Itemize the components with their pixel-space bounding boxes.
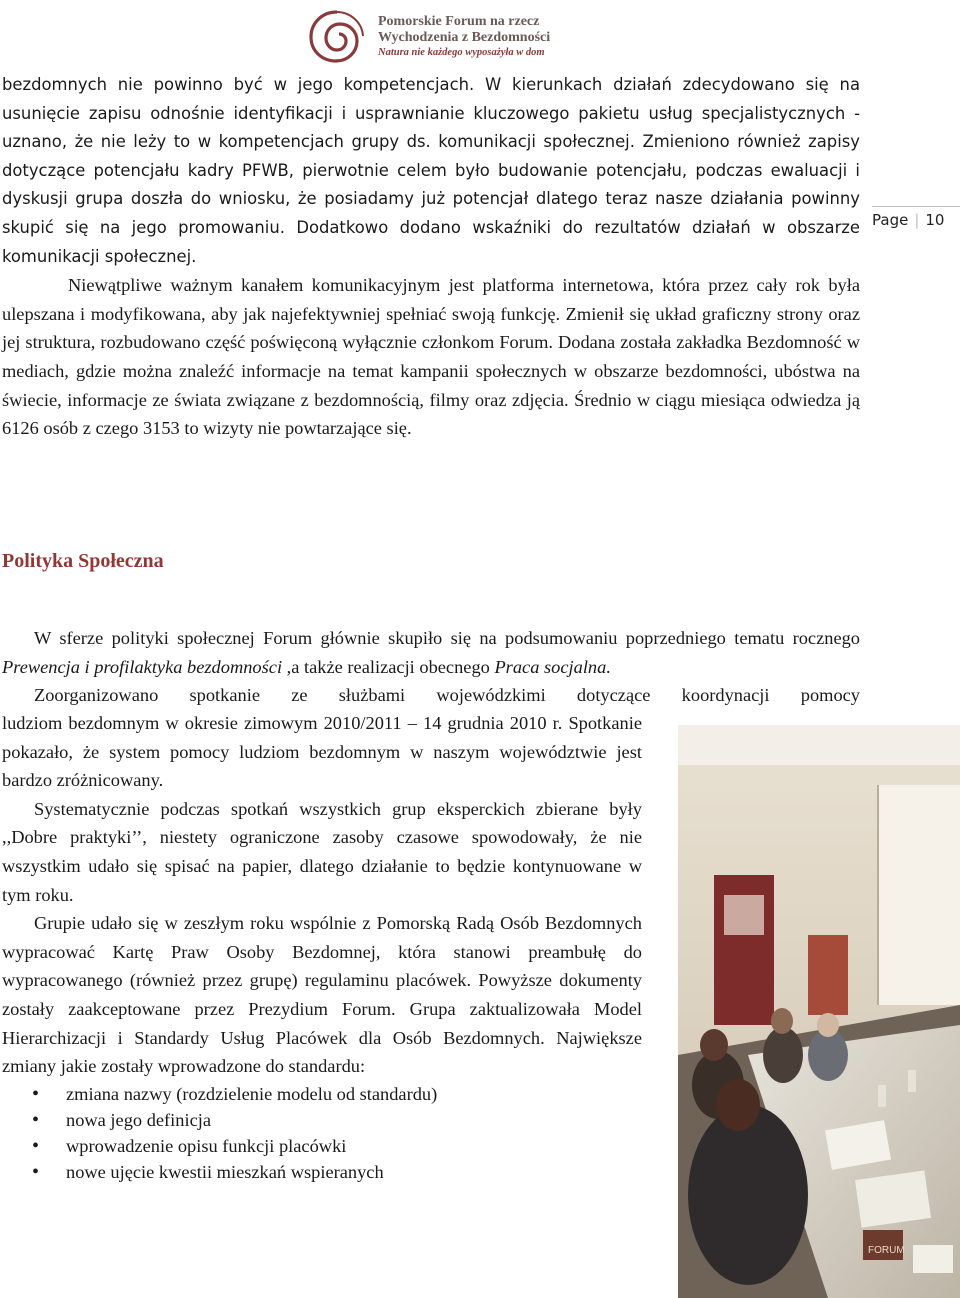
logo-tagline: Natura nie każdego wyposażyła w dom (378, 47, 545, 58)
theme-social-work: Praca socjalna. (494, 656, 611, 677)
social-policy-details (2, 709, 642, 1185)
list-item: • nowa jego definicja (2, 1107, 642, 1133)
intro-text-block (2, 71, 860, 443)
page-number: Page | 10 (872, 206, 960, 229)
paragraph-platform: Niewątpliwe ważnym kanałem komunikacyjnym jest platforma internetowa, która przez cały rok była ulepszana i modyfikowana, aby jak najefektywniej spełniać swoją funkcję. Zmienił się układ graficzny strony oraz jej struktura, rozbudowano część poświęconą wyłącznie członkom Forum. Dodana została zakładka Bezdomność w mediach, gdzie można znaleźć informacje na temat kampanii społecznych w obszarze bezdomności, ubóstwa na świecie, informacje ze świata związane z bezdomnością, filmy oraz zdjęcia. Średnio w ciągu miesiąca odwiedza ją 6126 osób z czego 3153 to wizyty nie powtarzające się. (2, 275, 860, 439)
list-item: • wprowadzenie opisu funkcji placówki (2, 1133, 642, 1159)
paragraph-good-practices: Systematycznie podczas spotkań wszystkich grup eksperckich zbierane były ,,Dobre praktyki’’, niestety ograniczone zasoby czasowe spowodowały, że nie wszystkim udało się spisać na papier, dlatego działanie to będzie kontynuowane w tym roku. (2, 798, 642, 905)
organization-logo (306, 6, 576, 66)
paragraph-meeting-start: Zoorganizowano spotkanie ze służbami wojewódzkimi dotyczące koordynacji pomocy (34, 685, 860, 706)
list-item: • zmiana nazwy (rozdzielenie modelu od standardu) (2, 1081, 642, 1107)
social-policy-intro (2, 624, 860, 710)
text-run: ,a także realizacji obecnego (282, 656, 495, 677)
logo-title-line1: Pomorskie Forum na rzecz (378, 14, 540, 29)
page-number-value: 10 (925, 211, 945, 229)
forum-sign-text: FORUM (868, 1245, 905, 1256)
logo-title-line2: Wychodzenia z Bezdomności (378, 30, 551, 45)
list-item: • nowe ujęcie kwestii mieszkań wspieranych (2, 1159, 642, 1185)
standard-changes-list (2, 1081, 642, 1185)
page-label: Page (872, 211, 909, 229)
paragraph-meeting-rest: ludziom bezdomnym w okresie zimowym 2010/2011 – 14 grudnia 2010 r. Spotkanie pokazało, że system pomocy ludziom bezdomnym w naszym województwie jest bardzo zróżnicowany. (2, 713, 642, 791)
paragraph-charter: Grupie udało się w zeszłym roku wspólnie z Pomorską Radą Osób Bezdomnych wypracować Kartę Praw Osoby Bezdomnej, która stanowi preambułę do wypracowanego (również przez grupę) regulaminu placówek. Powyższe dokumenty zostały zaakceptowane przez Prezydium Forum. Grupa zaktualizowała Model Hierarchizacji i Standardy Usług Placówek dla Osób Bezdomnych. Największe zmiany jakie zostały wprowadzone do standardu: (2, 913, 642, 1077)
snail-spiral-logo-icon (306, 6, 368, 66)
text-run: W sferze polityki społecznej Forum głównie skupiło się na podsumowaniu poprzedniego tematu rocznego (34, 628, 860, 648)
paragraph-social-policy (2, 624, 860, 681)
meeting-photo-image (678, 725, 960, 1298)
meeting-photo (678, 725, 960, 1298)
paragraph-communication: bezdomnych nie powinno być w jego kompetencjach. W kierunkach działań zdecydowano się na usunięcie zapisu odnośnie identyfikacji i usprawnianie kluczowego pakietu usług specjalistycznych - uznano, że nie leży to w kompetencjach grupy ds. komunikacji społecznej. Zmieniono również zapisy dotyczące potencjału kadry PFWB, pierwotnie celem było budowanie potencjału, podczas ewaluacji i dyskusji grupa doszła do wniosku, że posiadamy już potencjał dlatego teraz nasze działania powinny skupić się na jego promowaniu. Dodatkowo dodano wskaźniki do rezultatów działań w obszarze komunikacji społecznej. (2, 75, 860, 266)
theme-prevention: Prewencja i profilaktyka bezdomności (2, 656, 283, 677)
section-heading: Polityka Społeczna (2, 550, 164, 572)
